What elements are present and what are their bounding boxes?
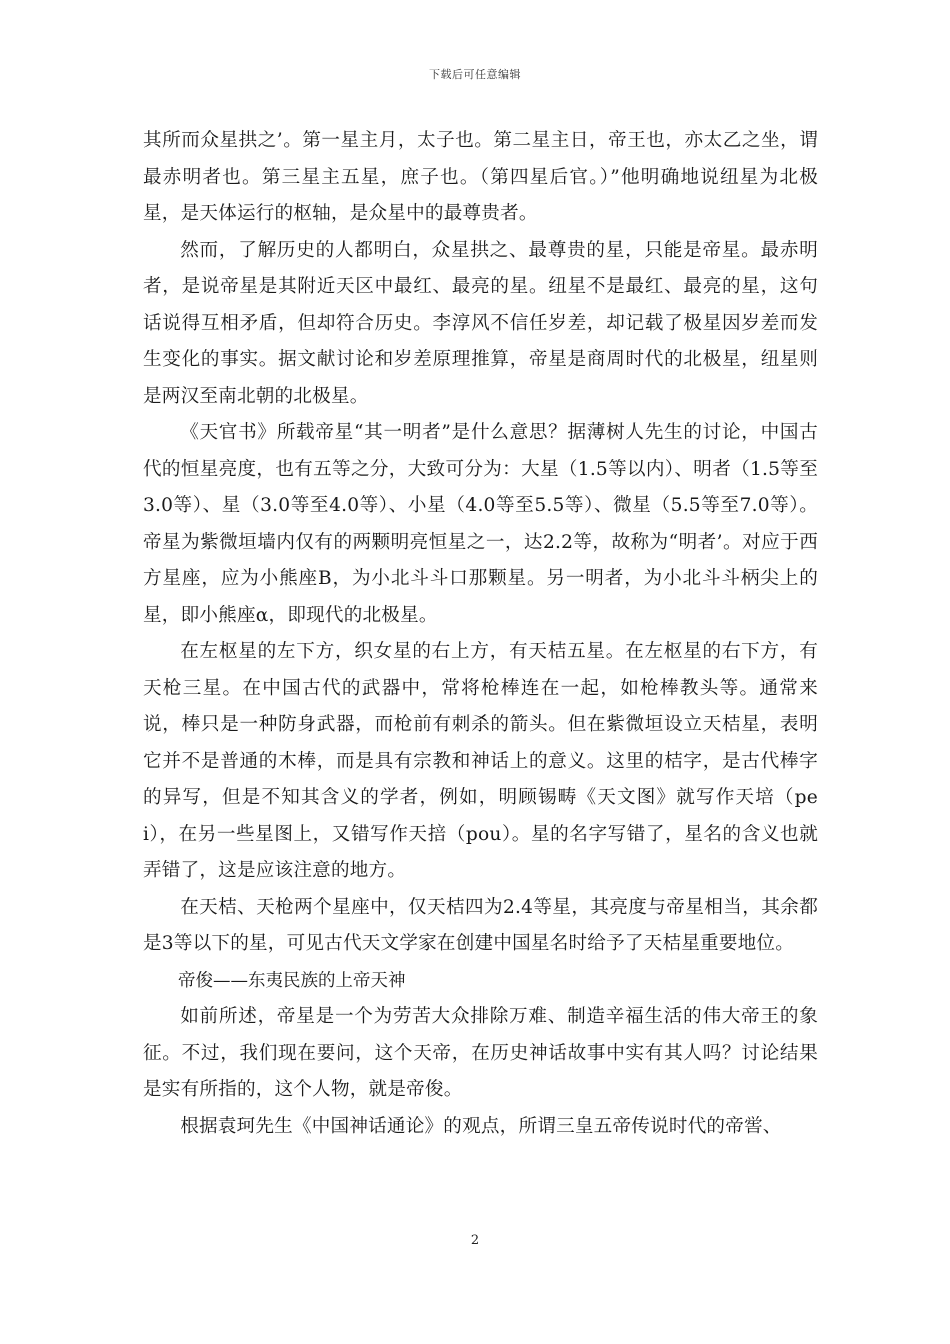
paragraph: 在左枢星的左下方，织女星的右上方，有天桔五星。在左枢星的右下方，有天枪三星。在中国古代的武器中，常将枪棒连在一起，如枪棒教头等。通常来说，棒只是一种防身武器，而枪前有刺杀的箭头。但在紫微垣设立天桔星，表明它并不是普通的木棒，而是具有宗教和神话上的意义。这里的桔字，是古代棒字的异写，但是不知其含义的学者，例如，明顾锡畴《天文图》就写作天培（pei），在另一些星图上，又错写作天掊（pou）。星的名字写错了，星名的含义也就弄错了，这是应该注意的地方。 xyxy=(143,641,818,881)
section-heading: 帝俊——东夷民族的上帝天神 xyxy=(178,970,406,991)
page-header: 下载后可任意编辑 xyxy=(429,68,521,81)
paragraph: 根据袁珂先生《中国神话通论》的观点，所谓三皇五帝传说时代的帝喾、 xyxy=(180,1115,782,1137)
document-body xyxy=(143,123,818,1145)
paragraph: 在天桔、天枪两个星座中，仅天桔四为2.4等星，其亮度与帝星相当，其余都是3等以下的星，可见古代天文学家在创建中国星名时给予了天桔星重要地位。 xyxy=(143,896,818,954)
paragraph: 《天官书》所载帝星“其一明者”是什么意思？据薄树人先生的讨论，中国古代的恒星亮度，也有五等之分，大致可分为：大星（1.5等以内）、明者（1.5等至3.0等）、星（3.0等至4.0等）、小星（4.0等至5.5等）、微星（5.5等至7.0等）。帝星为紫微垣墙内仅有的两颗明亮恒星之一，达2.2等，故称为“明者’。对应于西方星座，应为小熊座B，为小北斗斗口那颗星。另一明者，为小北斗斗柄尖上的星，即小熊座α，即现代的北极星。 xyxy=(143,422,818,626)
page-number: 2 xyxy=(470,1233,480,1248)
paragraph: 如前所述，帝星是一个为劳苦大众排除万难、制造辛福生活的伟大帝王的象征。不过，我们现在要问，这个天帝，在历史神话故事中实有其人吗？讨论结果是实有所指的，这个人物，就是帝俊。 xyxy=(143,1006,818,1100)
paragraph: 其所而众星拱之’。第一星主月，太子也。第二星主日，帝王也，亦太乙之坐，谓最赤明者也。第三星主五星，庶子也。（第四星后官。）”他明确地说纽星为北极星，是天体运行的枢轴，是众星中的最尊贵者。 xyxy=(143,130,818,224)
paragraph: 然而，了解历史的人都明白，众星拱之、最尊贵的星，只能是帝星。最赤明者，是说帝星是其附近天区中最红、最亮的星。纽星不是最红、最亮的星，这句话说得互相矛盾，但却符合历史。李淳风不信任岁差，却记载了极星因岁差而发生变化的事实。据文献讨论和岁差原理推算，帝星是商周时代的北极星，纽星则是两汉至南北朝的北极星。 xyxy=(143,239,818,407)
